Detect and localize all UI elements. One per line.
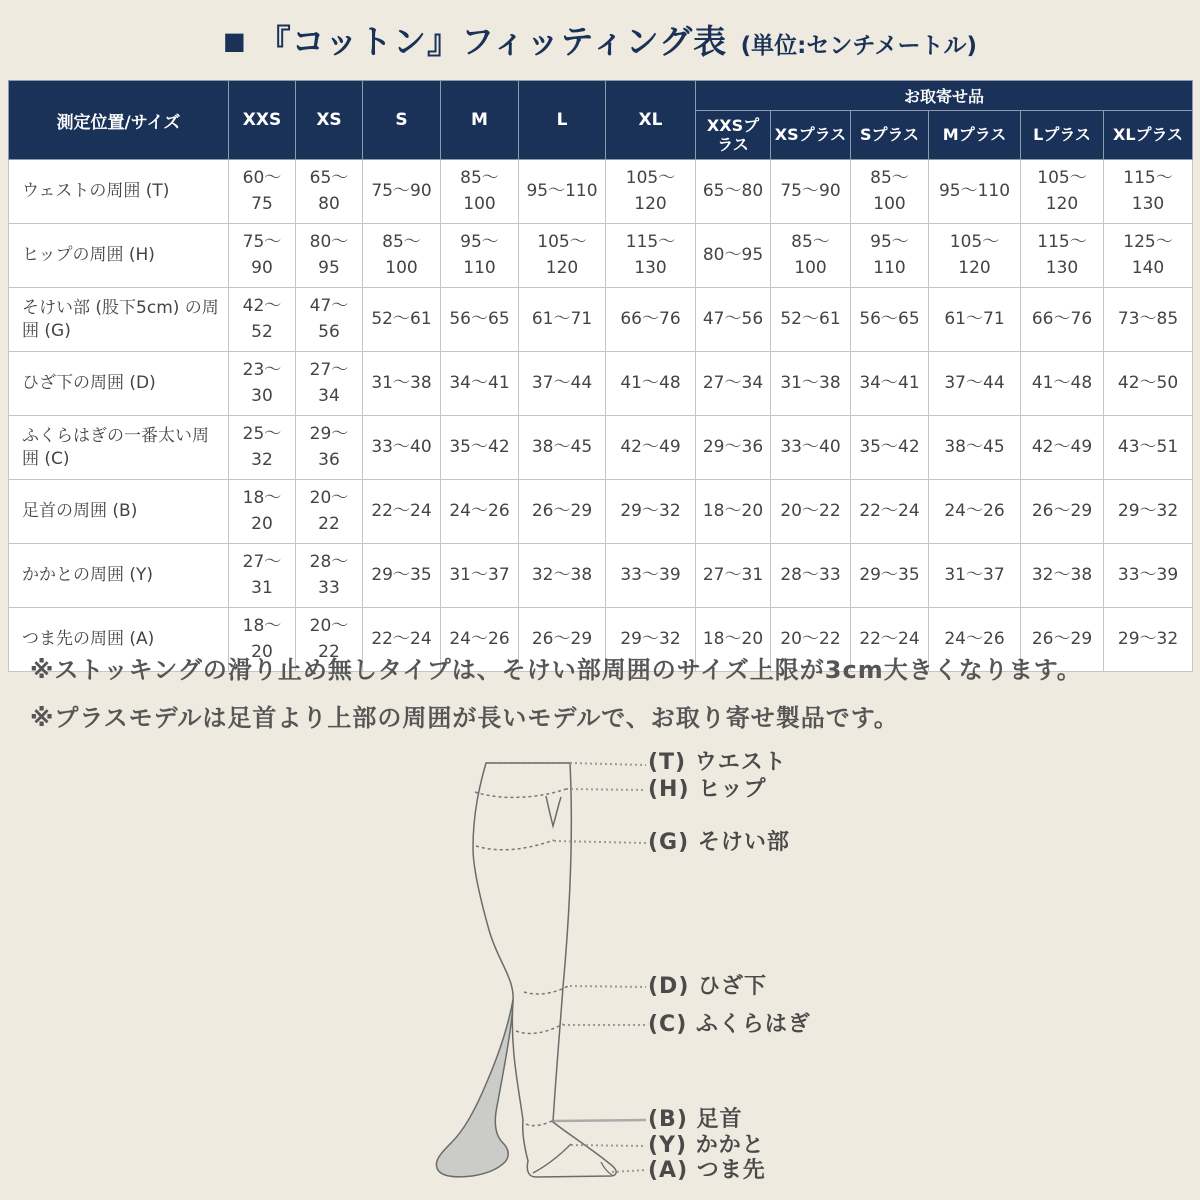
- size-range-cell: 115〜130: [1021, 224, 1104, 288]
- size-range-cell: 73〜85: [1104, 288, 1193, 352]
- size-range-cell: 29〜32: [1104, 608, 1193, 672]
- size-range-cell: 28〜33: [771, 544, 851, 608]
- size-range-cell: 29〜32: [606, 480, 696, 544]
- size-range-cell: 26〜29: [519, 608, 606, 672]
- table-row: [9, 416, 1193, 480]
- table-row: [9, 480, 1193, 544]
- size-range-cell: 60〜75: [229, 160, 296, 224]
- size-range-cell: 18〜20: [696, 608, 771, 672]
- size-range-cell: 75〜90: [229, 224, 296, 288]
- row-label: かかとの周囲 (Y): [9, 544, 229, 608]
- size-range-cell: 47〜56: [296, 288, 363, 352]
- size-range-cell: 95〜110: [929, 160, 1021, 224]
- size-range-cell: 85〜100: [771, 224, 851, 288]
- size-range-cell: 85〜100: [851, 160, 929, 224]
- size-range-cell: 115〜130: [606, 224, 696, 288]
- size-range-cell: 95〜110: [851, 224, 929, 288]
- order-group-header: お取寄せ品: [696, 81, 1193, 111]
- size-range-cell: 75〜90: [771, 160, 851, 224]
- hip-leader: [566, 789, 646, 790]
- diagram-label-calf: (C) ふくらはぎ: [648, 1012, 811, 1037]
- size-range-cell: 27〜34: [696, 352, 771, 416]
- size-range-cell: 43〜51: [1104, 416, 1193, 480]
- size-column-header: XL: [606, 81, 696, 160]
- size-range-cell: 125〜140: [1104, 224, 1193, 288]
- size-range-cell: 22〜24: [851, 608, 929, 672]
- size-range-cell: 26〜29: [1021, 480, 1104, 544]
- row-label: ヒップの周囲 (H): [9, 224, 229, 288]
- size-range-cell: 85〜100: [441, 160, 519, 224]
- size-range-cell: 80〜95: [696, 224, 771, 288]
- size-range-cell: 29〜35: [363, 544, 441, 608]
- size-range-cell: 29〜36: [296, 416, 363, 480]
- size-range-cell: 33〜40: [363, 416, 441, 480]
- plus-size-column-header: XSプラス: [771, 111, 851, 160]
- corner-header: 測定位置/サイズ: [9, 81, 229, 160]
- size-range-cell: 18〜20: [229, 608, 296, 672]
- leg-diagram: [420, 740, 650, 1200]
- size-range-cell: 85〜100: [363, 224, 441, 288]
- header-row-main: [9, 81, 1193, 111]
- size-range-cell: 41〜48: [1021, 352, 1104, 416]
- size-range-cell: 27〜34: [296, 352, 363, 416]
- table-row: [9, 224, 1193, 288]
- size-range-cell: 29〜35: [851, 544, 929, 608]
- size-range-cell: 41〜48: [606, 352, 696, 416]
- size-range-cell: 56〜65: [851, 288, 929, 352]
- plus-size-column-header: Lプラス: [1021, 111, 1104, 160]
- size-range-cell: 29〜32: [606, 608, 696, 672]
- size-range-cell: 65〜80: [696, 160, 771, 224]
- plus-size-column-header: XXSプラス: [696, 111, 771, 160]
- size-range-cell: 18〜20: [229, 480, 296, 544]
- heel-leader: [571, 1145, 646, 1146]
- size-range-cell: 42〜52: [229, 288, 296, 352]
- size-range-cell: 32〜38: [1021, 544, 1104, 608]
- size-range-cell: 27〜31: [229, 544, 296, 608]
- note-plus-model: ※プラスモデルは足首より上部の周囲が長いモデルで、お取り寄せ製品です。: [30, 704, 899, 732]
- size-column-header: XS: [296, 81, 363, 160]
- knee-leader: [570, 986, 646, 987]
- size-column-header: L: [519, 81, 606, 160]
- table-row: [9, 352, 1193, 416]
- size-range-cell: 105〜120: [1021, 160, 1104, 224]
- size-range-cell: 61〜71: [929, 288, 1021, 352]
- diagram-label-ankle: (B) 足首: [648, 1107, 743, 1132]
- title-bullet-icon: ■: [223, 27, 246, 55]
- size-range-cell: 38〜45: [929, 416, 1021, 480]
- size-range-cell: 34〜41: [441, 352, 519, 416]
- fitting-table-body: [9, 160, 1193, 672]
- size-range-cell: 52〜61: [363, 288, 441, 352]
- size-range-cell: 95〜110: [519, 160, 606, 224]
- size-range-cell: 18〜20: [696, 480, 771, 544]
- table-row: [9, 288, 1193, 352]
- diagram-label-hip: (H) ヒップ: [648, 777, 767, 802]
- waist-leader: [570, 763, 646, 765]
- size-range-cell: 95〜110: [441, 224, 519, 288]
- size-range-cell: 27〜31: [696, 544, 771, 608]
- size-range-cell: 26〜29: [519, 480, 606, 544]
- size-range-cell: 56〜65: [441, 288, 519, 352]
- page-title: [0, 16, 1200, 63]
- ankle-leader: [554, 1120, 646, 1121]
- notes: [30, 650, 1082, 746]
- size-range-cell: 66〜76: [1021, 288, 1104, 352]
- size-column-header: S: [363, 81, 441, 160]
- size-column-header: M: [441, 81, 519, 160]
- size-range-cell: 66〜76: [606, 288, 696, 352]
- size-range-cell: 34〜41: [851, 352, 929, 416]
- size-range-cell: 24〜26: [441, 480, 519, 544]
- plus-size-column-header: Sプラス: [851, 111, 929, 160]
- row-label: そけい部 (股下5cm) の周囲 (G): [9, 288, 229, 352]
- table-row: [9, 160, 1193, 224]
- size-range-cell: 24〜26: [441, 608, 519, 672]
- size-range-cell: 35〜42: [441, 416, 519, 480]
- diagram-label-groin: (G) そけい部: [648, 830, 790, 855]
- size-range-cell: 20〜22: [771, 608, 851, 672]
- size-range-cell: 115〜130: [1104, 160, 1193, 224]
- size-range-cell: 23〜30: [229, 352, 296, 416]
- size-range-cell: 20〜22: [296, 608, 363, 672]
- row-label: つま先の周囲 (A): [9, 608, 229, 672]
- size-range-cell: 29〜36: [696, 416, 771, 480]
- size-range-cell: 22〜24: [363, 480, 441, 544]
- size-range-cell: 31〜38: [363, 352, 441, 416]
- size-range-cell: 29〜32: [1104, 480, 1193, 544]
- diagram-label-heel: (Y) かかと: [648, 1133, 765, 1158]
- size-range-cell: 35〜42: [851, 416, 929, 480]
- size-range-cell: 22〜24: [363, 608, 441, 672]
- row-label: ふくらはぎの一番太い周囲 (C): [9, 416, 229, 480]
- size-range-cell: 80〜95: [296, 224, 363, 288]
- diagram-label-toe: (A) つま先: [648, 1158, 766, 1183]
- title-text: 『コットン』フィッティング表: [257, 22, 728, 61]
- size-range-cell: 37〜44: [929, 352, 1021, 416]
- size-range-cell: 33〜39: [606, 544, 696, 608]
- size-range-cell: 37〜44: [519, 352, 606, 416]
- row-label: ひざ下の周囲 (D): [9, 352, 229, 416]
- size-range-cell: 25〜32: [229, 416, 296, 480]
- fitting-table-header: [9, 81, 1193, 160]
- size-range-cell: 75〜90: [363, 160, 441, 224]
- size-range-cell: 105〜120: [606, 160, 696, 224]
- size-range-cell: 24〜26: [929, 480, 1021, 544]
- size-range-cell: 47〜56: [696, 288, 771, 352]
- size-range-cell: 31〜37: [441, 544, 519, 608]
- size-range-cell: 28〜33: [296, 544, 363, 608]
- size-range-cell: 33〜39: [1104, 544, 1193, 608]
- toe-leader: [612, 1170, 646, 1172]
- size-column-header: XXS: [229, 81, 296, 160]
- size-range-cell: 52〜61: [771, 288, 851, 352]
- table-row: [9, 544, 1193, 608]
- size-range-cell: 42〜49: [1021, 416, 1104, 480]
- size-range-cell: 32〜38: [519, 544, 606, 608]
- row-label: 足首の周囲 (B): [9, 480, 229, 544]
- plus-size-column-header: Mプラス: [929, 111, 1021, 160]
- size-range-cell: 105〜120: [519, 224, 606, 288]
- diagram-label-waist: (T) ウエスト: [648, 750, 787, 775]
- size-range-cell: 20〜22: [296, 480, 363, 544]
- plus-size-column-header: XLプラス: [1104, 111, 1193, 160]
- diagram-label-below-knee: (D) ひざ下: [648, 974, 768, 999]
- size-range-cell: 65〜80: [296, 160, 363, 224]
- size-range-cell: 22〜24: [851, 480, 929, 544]
- fitting-table: [8, 80, 1193, 672]
- note-grip: ※ストッキングの滑り止め無しタイプは、そけい部周囲のサイズ上限が3cm大きくなります。: [30, 656, 1082, 684]
- size-range-cell: 42〜49: [606, 416, 696, 480]
- size-range-cell: 38〜45: [519, 416, 606, 480]
- size-range-cell: 31〜38: [771, 352, 851, 416]
- size-range-cell: 20〜22: [771, 480, 851, 544]
- title-unit: (単位:センチメートル): [740, 33, 977, 59]
- size-range-cell: 24〜26: [929, 608, 1021, 672]
- size-range-cell: 26〜29: [1021, 608, 1104, 672]
- row-label: ウェストの周囲 (T): [9, 160, 229, 224]
- size-range-cell: 61〜71: [519, 288, 606, 352]
- size-range-cell: 33〜40: [771, 416, 851, 480]
- size-range-cell: 31〜37: [929, 544, 1021, 608]
- size-range-cell: 42〜50: [1104, 352, 1193, 416]
- size-range-cell: 105〜120: [929, 224, 1021, 288]
